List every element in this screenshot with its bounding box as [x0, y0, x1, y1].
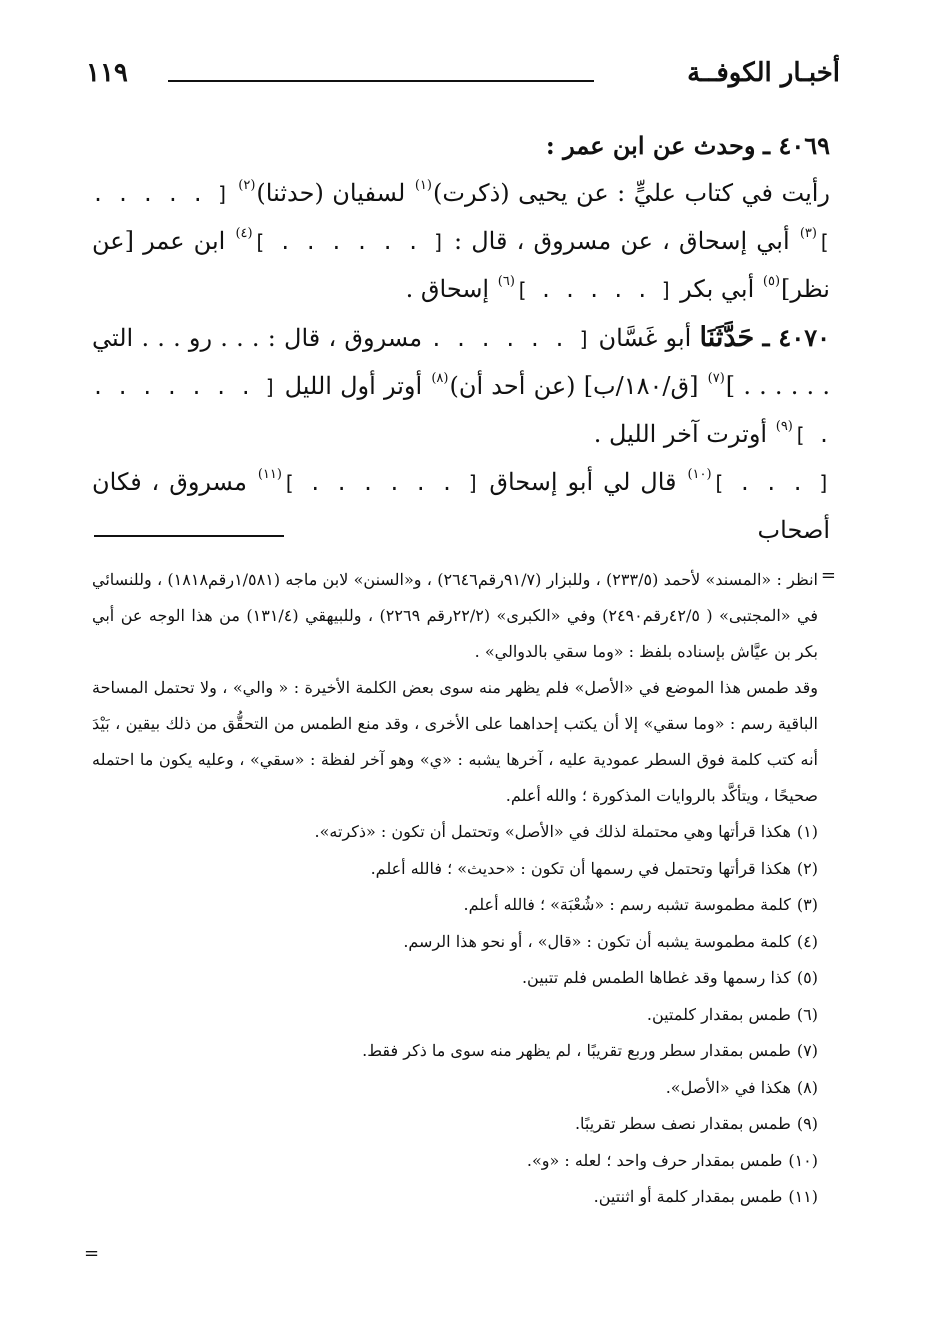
footnote-number: (٤): [796, 931, 818, 951]
footnote-number: (٣): [796, 895, 818, 914]
footnote-number: (٩): [796, 1114, 818, 1133]
footnote-ref: (١٠): [687, 467, 712, 482]
continuation-mark-end: =: [84, 1243, 100, 1264]
footnote-number: (١١): [788, 1187, 818, 1206]
footnote-number: (٦): [796, 1004, 818, 1024]
note-continuation: انظر : «المسند» لأحمد (٢٣٣/٥) ، وللبزار (٩١/٧رقم٢٦٤٦) ، و«السنن» لابن ماجه (١/٥٨١رقم١٨١٨) ، وللنسائي في «المجتبى» ( ٤٢/٥رقم٢٤٩٠) وفي «الكبرى» (٢٢/٢رقم ٢٢٦٩) ، وللبيهقي (١٣١/٤) من هذا الوجه عن أبي بكر بن عيَّاش بإسناده بلفظ : «وما سقي بالدوالي» .: [92, 570, 819, 661]
text-span: مسروق ، قال : . . . رو . . .: [141, 324, 423, 352]
footnote-text: طمس بمقدار نصف سطر تقريبًا.: [574, 1114, 791, 1133]
text-span: لسفيان (حدثنا): [256, 179, 406, 207]
footnote-number: (٢): [796, 858, 818, 878]
text-span: أبي إسحاق ، عن مسروق ، قال :: [453, 227, 790, 255]
footnote-text: طمس بمقدار سطر وربع تقريبًا ، لم يظهر منه سوى ما ذكر فقط.: [362, 1041, 791, 1060]
lacuna-brackets: [ . . . ]: [712, 471, 830, 495]
note-paragraph: وقد طمس هذا الموضع في «الأصل» فلم يظهر منه سوى بعض الكلمة الأخيرة : « والي» ، ولا تحتمل المساحة الباقية رسم : «وما سقي» إلا أن يكتب إحداهما على الأخرى ، وقد منع الطمس من التحقُّق من ذلك بيقين ، بَيْدَ أنه كتب كلمة فوق السطر عمودية عليه ، آخرها يشبه : «ي» وهو آخر لفظة : «سقي» ، وعليه يكون ما احتمله صحيحًا ، ويتأكَّد بالروايات المذكورة ؛ والله أعلم.: [92, 678, 818, 805]
page-header: [86, 58, 840, 98]
footnote: [92, 1143, 818, 1180]
footnote-text: طمس بمقدار كلمة أو اثنتين.: [593, 1187, 783, 1206]
footnote: [92, 887, 818, 924]
footnote: [92, 1106, 818, 1143]
footnote: [92, 851, 818, 888]
footnote-ref: (٢): [238, 178, 256, 193]
footnote-text: طمس بمقدار كلمتين.: [646, 1004, 791, 1024]
lacuna-brackets: [ . . . . . ]: [515, 278, 673, 302]
footnote: [92, 1033, 818, 1070]
text-span: التي . . . . . . ]: [92, 324, 830, 400]
lacuna-brackets: [ . . . . . . ]: [282, 471, 480, 495]
footnote-ref: (١): [414, 178, 432, 193]
entry-4070: [92, 314, 830, 459]
text-span: أوتر أول الليل: [284, 372, 423, 400]
text-span: مسروق ، فكان أصحاب: [92, 468, 830, 544]
footnote: [92, 997, 818, 1034]
footnotes-section: [92, 562, 818, 1216]
main-text: [92, 122, 830, 554]
lacuna-brackets: [ . . . . . . . . ]: [92, 375, 830, 447]
footnote: [92, 924, 818, 961]
text-span: إسحاق .: [405, 275, 490, 303]
footnote-text: طمس بمقدار حرف واحد ؛ لعله : «و».: [526, 1150, 783, 1170]
footnote-ref: (٥): [762, 274, 781, 289]
footnote-ref: (١١): [257, 467, 282, 482]
running-title: أخبـار الكوفــة: [687, 58, 840, 88]
footnote-separator: [94, 535, 284, 537]
text-span: قال لي أبو إسحاق: [489, 468, 677, 496]
footnote-ref: (٦): [497, 274, 515, 289]
lacuna-brackets: [ . . . . . .: [430, 327, 591, 351]
text-span: أوترت آخر الليل .: [593, 420, 768, 448]
footnote-ref: (٧): [707, 371, 725, 386]
footnote: [92, 1070, 818, 1107]
footnote-number: (١): [796, 822, 818, 841]
footnote-number: (٧): [796, 1041, 818, 1060]
text-span: أبو غَسَّان: [598, 324, 692, 352]
footnote-text: هكذا قرأتها وهي محتملة لذلك في «الأصل» وتحتمل أن تكون : «ذكرته».: [314, 822, 791, 841]
entry-4069: [92, 122, 830, 314]
page-number: ١١٩: [86, 58, 128, 88]
footnote: [92, 1179, 818, 1216]
footnote-text: هكذا في «الأصل».: [665, 1077, 791, 1097]
continuing-text: [92, 459, 830, 554]
footnote-text: هكذا قرأتها وتحتمل في رسمها أن تكون : «حديث» ؛ فالله أعلم.: [370, 858, 791, 878]
text-span: رأيت في كتاب عليٍّ : عن يحيى (ذكرت): [432, 179, 831, 207]
footnote-ref: (٨): [431, 371, 449, 386]
footnote: [92, 960, 818, 997]
footnote-ref: (٩): [775, 419, 793, 434]
entry-heading: وحدث عن ابن عمر :: [545, 131, 756, 160]
footnote-ref: (٤): [235, 226, 253, 241]
continuation-mark: =: [820, 565, 836, 586]
footnote-text: كذا رسمها وقد غطاها الطمس فلم تتبين.: [521, 968, 791, 987]
lacuna-brackets: [ . . . . . ]: [92, 182, 830, 254]
footnote: [92, 814, 818, 851]
header-rule: [168, 80, 594, 82]
footnote-text: كلمة مطموسة يشبه أن تكون : «قال» ، أو نحو هذا الرسم.: [403, 931, 791, 951]
entry-number: ٤٠٧٠ ـ: [762, 323, 830, 352]
footnote-ref: (٣): [799, 226, 817, 241]
footnote-number: (٨): [796, 1077, 818, 1097]
text-span: [ق/١٨٠/ب] (عن أحد أن): [449, 372, 699, 400]
footnote-text: كلمة مطموسة تشبه رسم : «شُعْبَة» ؛ فالله أعلم.: [463, 895, 791, 914]
narration-keyword: حَدَّثَنَا: [699, 322, 755, 353]
text-span: ابن عمر [عن نظر]: [92, 227, 830, 303]
lacuna-brackets: [ . . . . . . ]: [253, 230, 445, 254]
footnote-number: (٥): [796, 968, 818, 987]
footnote-number: (١٠): [788, 1150, 818, 1170]
footnote-list: [92, 814, 818, 1216]
text-span: أبي بكر: [680, 275, 755, 303]
entry-number: ٤٠٦٩ ـ: [763, 131, 830, 160]
